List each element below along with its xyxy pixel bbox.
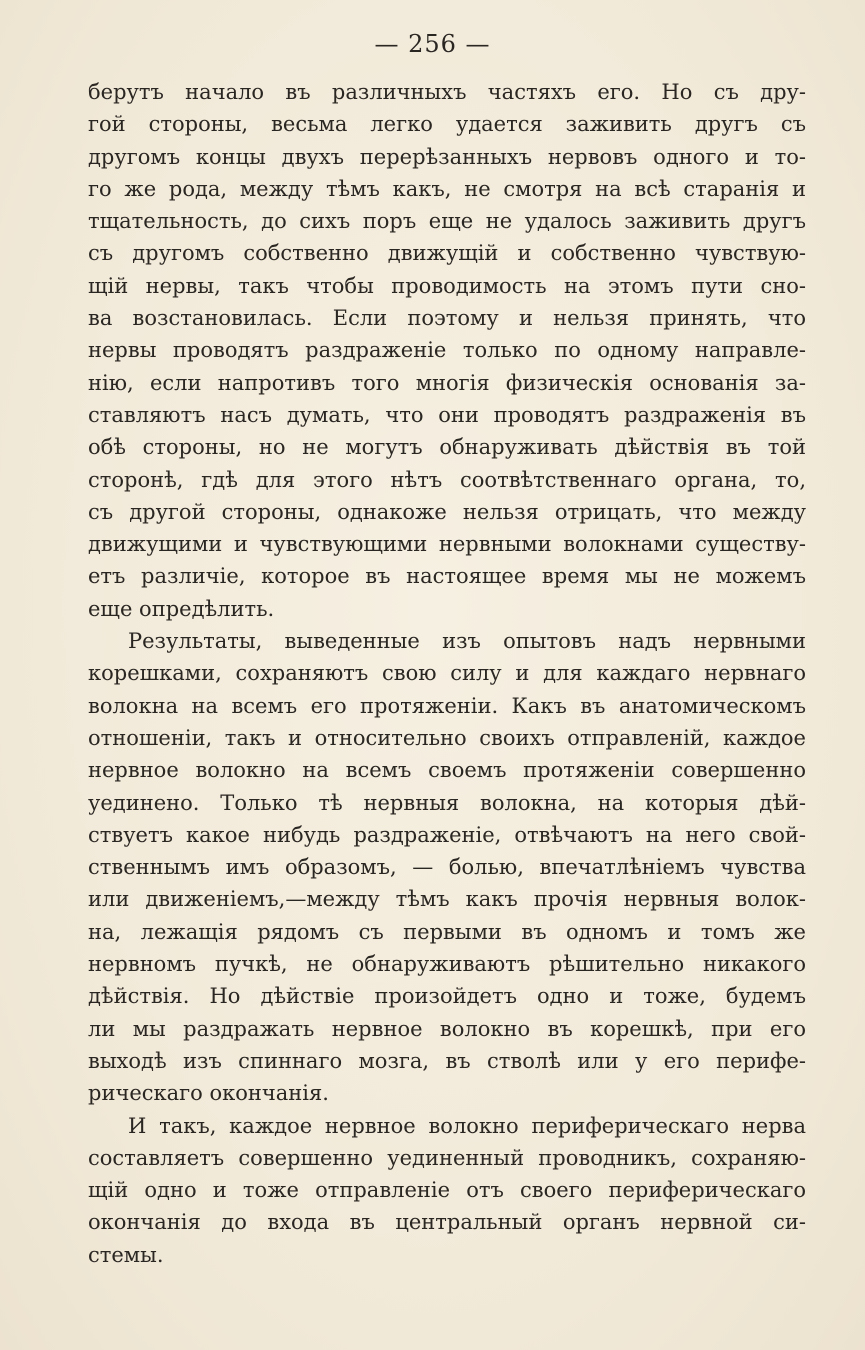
page-number: — 256 —: [374, 30, 491, 58]
paragraph-2: [88, 625, 806, 1109]
text-line: щій нервы, такъ чтобы проводимость на этомъ пути сно-: [88, 273, 806, 298]
text-line: дѣйствія. Но дѣйствіе произойдетъ одно и тоже, будемъ: [88, 984, 806, 1009]
text-line: нію, если напротивъ того многія физическія основанія за-: [88, 370, 806, 395]
text-line: корешками, сохраняютъ свою силу и для каждаго нервнаго: [88, 661, 806, 686]
text-line: или движеніемъ,—между тѣмъ какъ прочія нервныя волок-: [88, 887, 806, 912]
text-line: берутъ начало въ различныхъ частяхъ его. Но съ дру-: [88, 80, 806, 104]
text-line: ставляютъ насъ думать, что они проводятъ раздраженія въ: [88, 402, 806, 427]
text-line: ли мы раздражать нервное волокно въ корешкѣ, при его: [88, 1016, 806, 1041]
text-line: еще опредѣлить.: [88, 596, 275, 621]
text-line: Результаты, выведенные изъ опытовъ надъ нервными: [128, 629, 806, 654]
text-line: етъ различіе, которое въ настоящее время мы не можемъ: [88, 564, 806, 589]
text-line: И такъ, каждое нервное волокно периферическаго нерва: [128, 1113, 806, 1138]
text-line: съ другомъ собственно движущій и собственно чувствую-: [88, 241, 806, 266]
text-line: окончанія до входа въ центральный органъ нервной си-: [88, 1210, 806, 1235]
text-line: съ другой стороны, однакоже нельзя отрицать, что между: [88, 499, 806, 524]
text-line: отношеніи, такъ и относительно своихъ отправленій, каждое: [88, 725, 806, 750]
text-line: обѣ стороны, но не могутъ обнаруживать дѣйствія въ той: [88, 435, 806, 460]
text-line: нервномъ пучкѣ, не обнаруживаютъ рѣшительно никакого: [88, 952, 806, 977]
text-line: составляетъ совершенно уединенный проводникъ, сохраняю-: [88, 1145, 806, 1170]
text-line: сторонѣ, гдѣ для этого нѣтъ соотвѣтственнаго органа, то,: [88, 467, 806, 492]
text-line: уединено. Только тѣ нервныя волокна, на которыя дѣй-: [88, 790, 806, 815]
text-line: нервное волокно на всемъ своемъ протяженіи совершенно: [88, 758, 806, 783]
paragraph-3: [88, 1110, 806, 1271]
text-line: рическаго окончанія.: [88, 1081, 329, 1106]
paragraph-1: [88, 76, 806, 625]
text-line: на, лежащія рядомъ съ первыми въ одномъ и томъ же: [88, 919, 806, 944]
text-line: ва возстановилась. Если поэтому и нельзя принять, что: [88, 306, 806, 331]
text-line: выходѣ изъ спиннаго мозга, въ стволѣ или у его перифе-: [88, 1048, 806, 1073]
text-line: движущими и чувствующими нервными волокнами существу-: [88, 532, 806, 557]
text-line: ствуетъ какое нибудь раздраженіе, отвѣчаютъ на него свой-: [88, 822, 806, 847]
text-line: стемы.: [88, 1242, 164, 1267]
text-line: другомъ концы двухъ перерѣзанныхъ нервовъ одного и то-: [88, 144, 806, 169]
text-line: го же рода, между тѣмъ какъ, не смотря на всѣ старанія и: [88, 176, 806, 201]
text-line: щій одно и тоже отправленіе отъ своего периферическаго: [88, 1178, 806, 1203]
text-line: ственнымъ имъ образомъ, — болью, впечатлѣніемъ чувства: [88, 855, 806, 880]
text-line: тщательность, до сихъ поръ еще не удалось заживить другъ: [88, 209, 806, 234]
text-line: волокна на всемъ его протяженіи. Какъ въ анатомическомъ: [88, 693, 806, 718]
body-text: [88, 76, 806, 1271]
text-line: гой стороны, весьма легко удается заживить другъ съ: [88, 112, 806, 137]
text-line: нервы проводятъ раздраженіе только по одному направле-: [88, 338, 806, 363]
